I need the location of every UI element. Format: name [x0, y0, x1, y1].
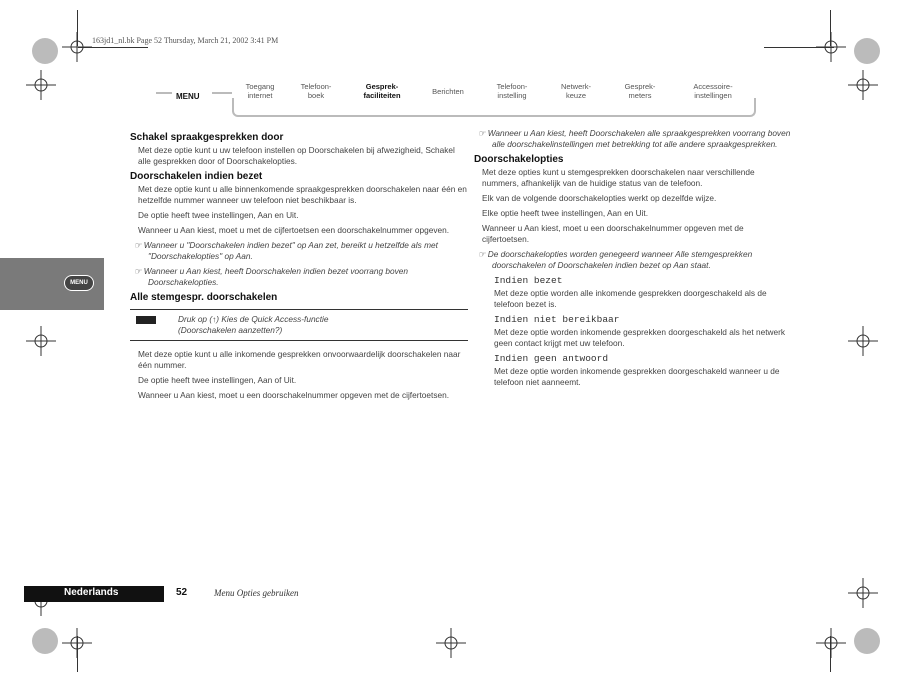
menu-item-gesprekfaciliteiten: Gesprek- faciliteiten [363, 82, 401, 100]
crosshair-mark-icon [26, 326, 56, 356]
registration-dot-top-right [854, 38, 880, 64]
option-indien-geen-antwoord: Indien geen antwoord [494, 353, 609, 364]
menu-item-gesprekmeters: Gesprek- meters [624, 82, 656, 100]
paragraph: Met deze optie kunt u alle binnenkomende spraakgesprekken doorschakelen naar één en hetzelfde nummer wanneer uw telefoon niet beschikbaar is. [138, 184, 467, 205]
menu-item-berichten: Berichten [432, 87, 464, 96]
menu-dash [212, 92, 232, 94]
note-icon: ☞ [478, 128, 488, 138]
note-icon: ☞ [134, 266, 144, 276]
page-number: 52 [176, 587, 188, 598]
paragraph: De optie heeft twee instellingen, Aan en Uit. [138, 210, 299, 220]
menu-label: MENU [176, 92, 200, 101]
menu-frame [232, 98, 756, 117]
crosshair-mark-icon [816, 628, 846, 658]
paragraph: Met deze optie kunt u alle inkomende gesprekken onvoorwaardelijk doorschakelen naar één nummer. [138, 349, 461, 370]
option-indien-bezet: Indien bezet [494, 275, 563, 286]
registration-dot-bottom-right [854, 628, 880, 654]
menu-item-toegang-internet: Toegang internet [245, 82, 275, 100]
note: ☞ Wanneer u "Doorschakelen indien bezet" op Aan zet, bereikt u hetzelfde als met "Doorschakelopties" op Aan. [134, 240, 438, 261]
crosshair-mark-icon [848, 578, 878, 608]
paragraph: Met deze opties kunt u stemgesprekken doorschakelen naar verschillende nummers, afhankelijk van de huidige status van de telefoon. [482, 167, 755, 188]
menu-item-telefoonboek: Telefoon- boek [300, 82, 332, 100]
quick-access-box [130, 309, 468, 341]
right-column [474, 128, 792, 392]
registration-dot-top-left [32, 38, 58, 64]
paragraph: De optie heeft twee instellingen, Aan of Uit. [138, 375, 297, 385]
note-icon: ☞ [134, 240, 144, 250]
footer-language: Nederlands [64, 587, 119, 598]
crosshair-mark-icon [26, 70, 56, 100]
option-indien-niet-bereikbaar: Indien niet bereikbaar [494, 314, 620, 325]
trim-line [830, 636, 831, 672]
trim-line [77, 636, 78, 672]
trim-line [78, 47, 148, 48]
menu-item-netwerkkeuze: Netwerk- keuze [560, 82, 591, 100]
paragraph: Met deze optie worden inkomende gesprekken doorgeschakeld wanneer u de telefoon niet aanneemt. [494, 366, 780, 387]
footer-chapter-title: Menu Opties gebruiken [214, 588, 299, 598]
note: ☞ Wanneer u Aan kiest, heeft Doorschakelen indien bezet voorrang boven Doorschakelopties. [134, 266, 409, 287]
paragraph: Wanneer u Aan kiest, moet u een doorschakelnummer opgeven met de cijfertoetsen. [138, 390, 449, 400]
heading-doorschakelen-indien-bezet: Doorschakelen indien bezet [130, 171, 263, 182]
menu-item-telefooninstelling: Telefoon- instelling [496, 82, 528, 100]
quick-access-line-2: (Doorschakelen aanzetten?) [178, 325, 283, 335]
menu-item-accessoire-instellingen: Accessoire- instellingen [693, 82, 733, 100]
paragraph: Elk van de volgende doorschakelopties werkt op dezelfde wijze. [482, 193, 717, 203]
trim-line [764, 47, 834, 48]
heading-alle-stemgespr-doorschakelen: Alle stemgespr. doorschakelen [130, 292, 278, 303]
paragraph: Wanneer u Aan kiest, moet u met de cijfertoetsen een doorschakelnummer opgeven. [138, 225, 449, 235]
trim-line [77, 10, 78, 46]
quick-access-icon [136, 316, 156, 324]
menu-breadcrumb [176, 82, 756, 112]
crosshair-mark-icon [848, 70, 878, 100]
quick-access-line-1: Druk op (↑) Kies de Quick Access-functie [178, 314, 329, 324]
menu-key-icon: MENU [64, 275, 94, 291]
heading-schakel-spraakgesprekken: Schakel spraakgesprekken door [130, 132, 284, 143]
crosshair-mark-icon [436, 628, 466, 658]
paragraph: Met deze optie worden alle inkomende gesprekken doorgeschakeld als de telefoon bezet is. [494, 288, 767, 309]
paragraph: Elke optie heeft twee instellingen, Aan en Uit. [482, 208, 649, 218]
menu-dash [156, 92, 172, 94]
registration-dot-bottom-left [32, 628, 58, 654]
paragraph: Met deze optie kunt u uw telefoon instellen op Doorschakelen bij afwezigheid, Schakel alle gesprekken door of Doorschakelopties. [138, 145, 455, 166]
heading-doorschakelopties: Doorschakelopties [474, 154, 564, 165]
file-info-header: 163jd1_nl.bk Page 52 Thursday, March 21, 2002 3:41 PM [92, 36, 279, 45]
note-icon: ☞ [478, 249, 488, 259]
note: ☞ De doorschakelopties worden genegeerd wanneer Alle stemgesprekken doorschakelen of Doorschakelen indien bezet op Aan staat. [478, 249, 753, 270]
left-column [130, 128, 468, 405]
note: ☞ Wanneer u Aan kiest, heeft Doorschakelen alle spraakgesprekken voorrang boven alle doorschakelinstellingen met betrekking tot alle andere spraakgesprekken. [478, 128, 791, 149]
paragraph: Met deze optie worden inkomende gesprekken doorgeschakeld als het netwerk geen contact krijgt met uw telefoon. [494, 327, 786, 348]
crosshair-mark-icon [848, 326, 878, 356]
trim-line [830, 10, 831, 46]
paragraph: Wanneer u Aan kiest, moet u een doorschakelnummer opgeven met de cijfertoetsen. [482, 223, 744, 244]
